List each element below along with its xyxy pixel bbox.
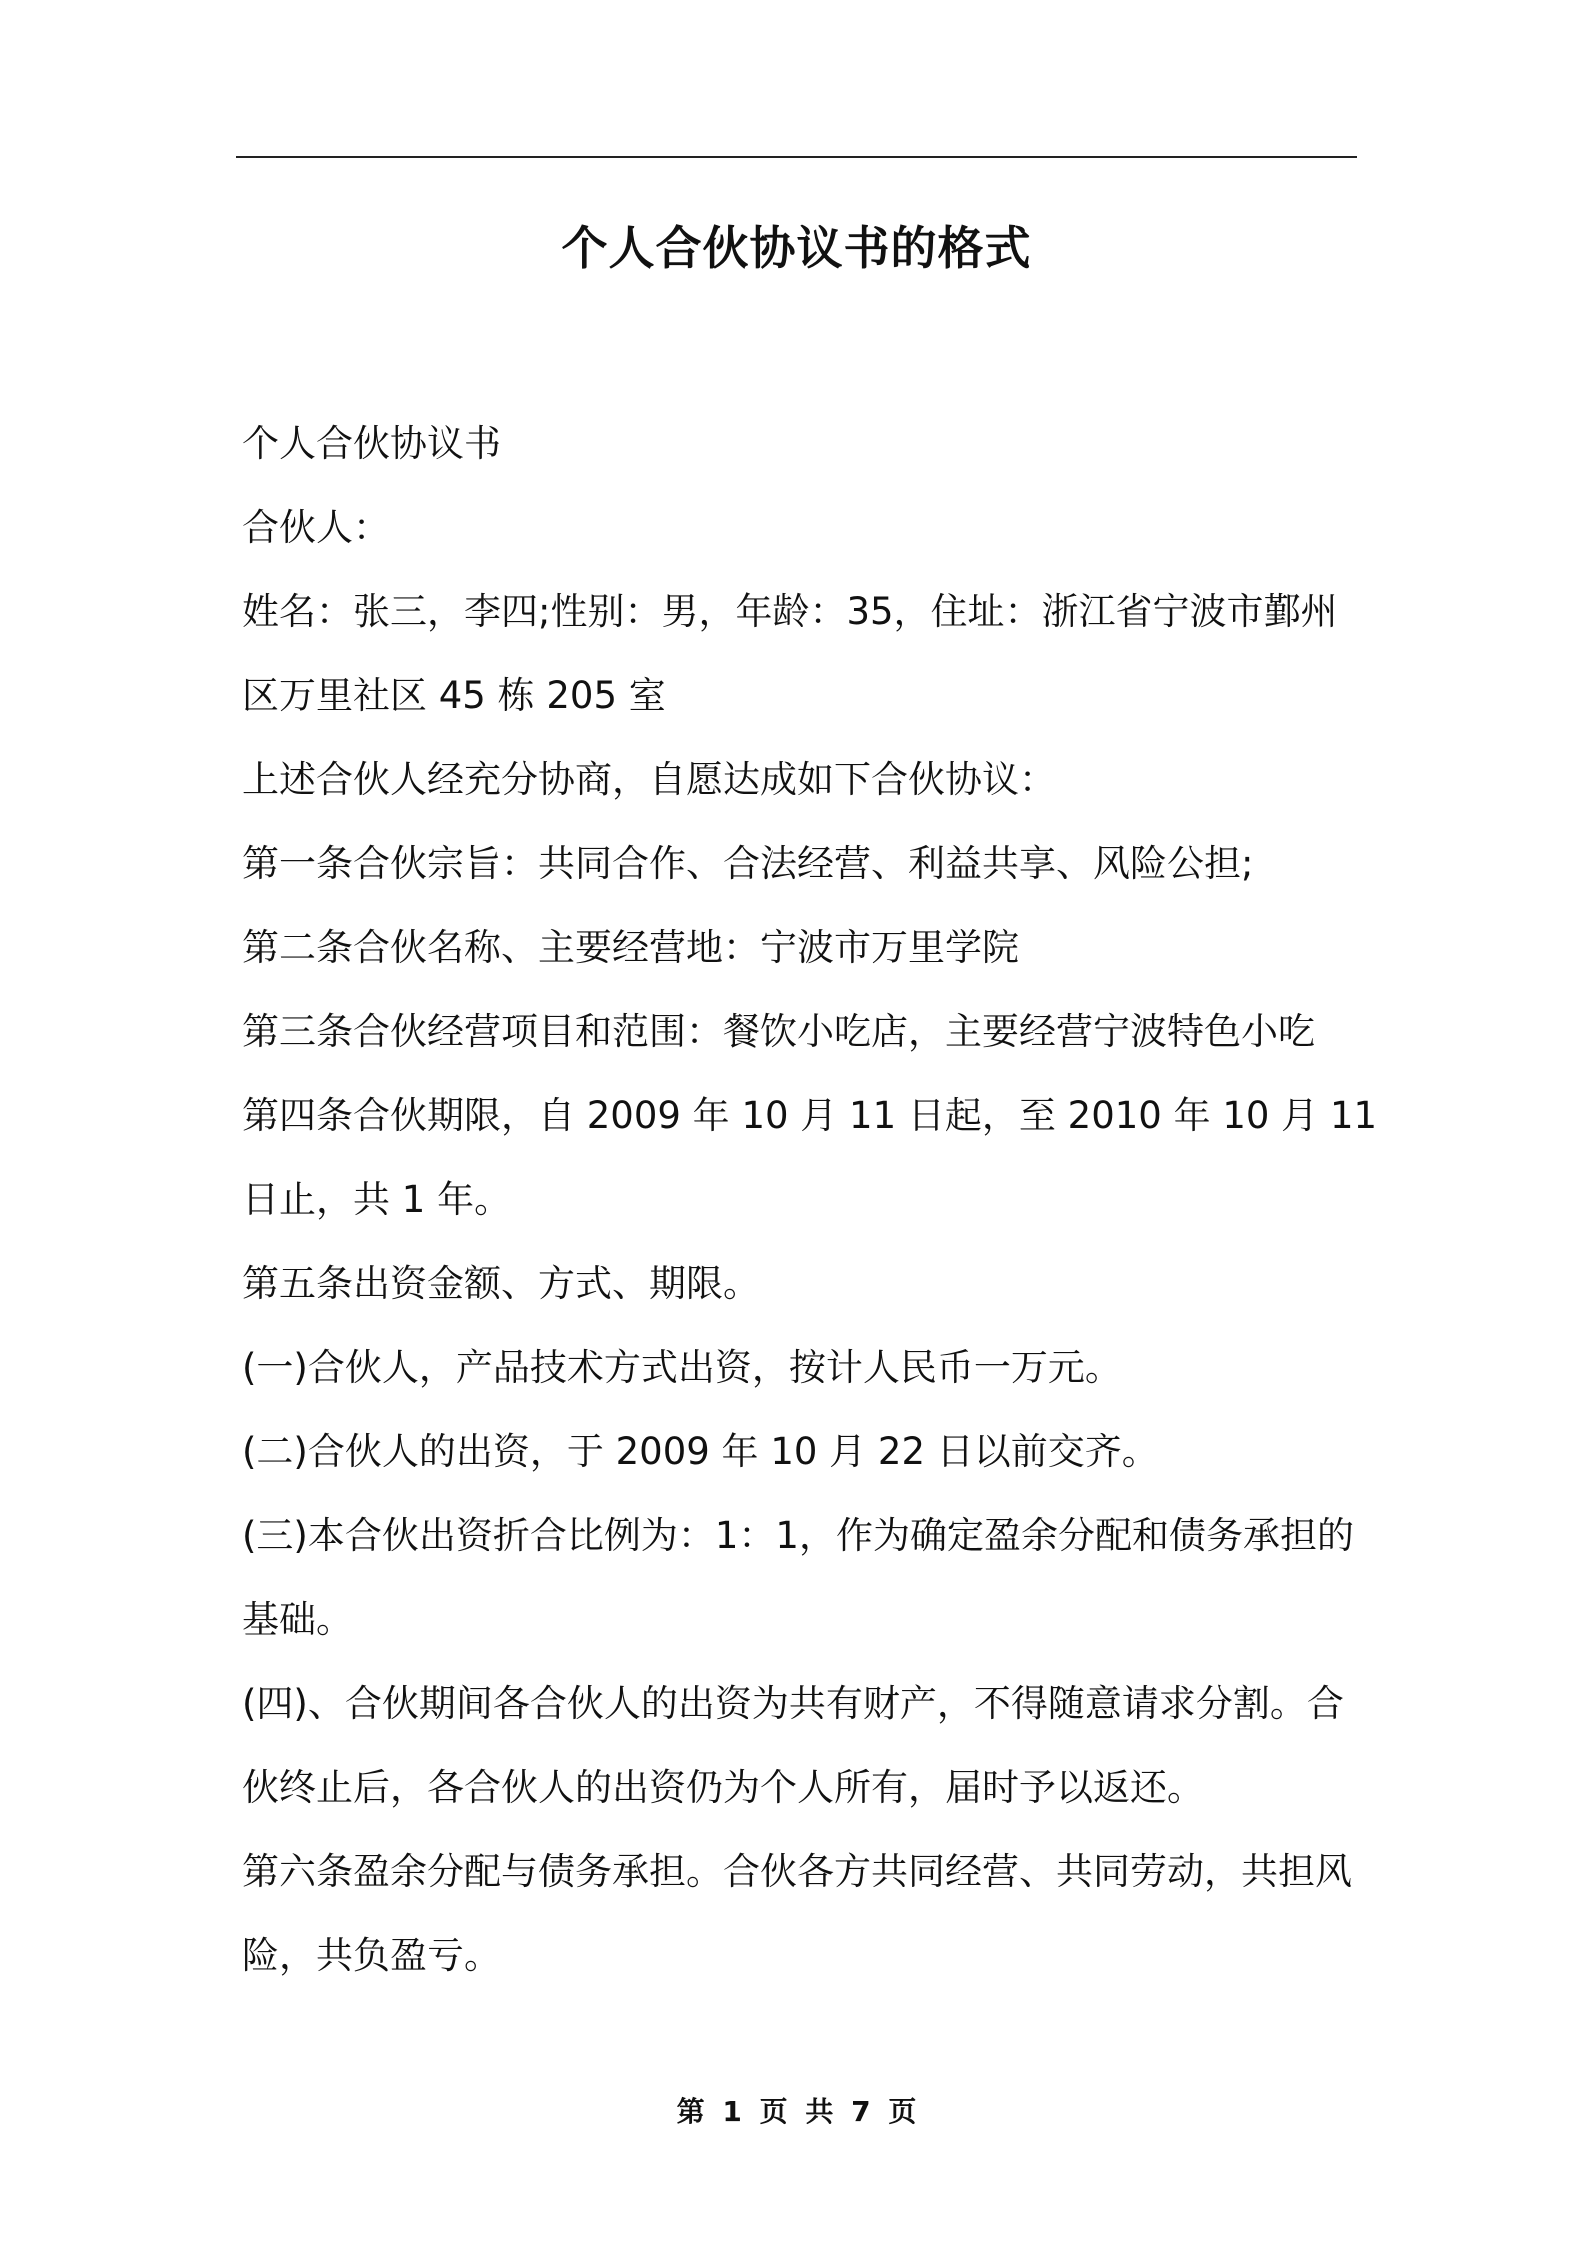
text-line: 第六条盈余分配与债务承担。合伙各方共同经营、共同劳动，共担风: [242, 1850, 1352, 1893]
page-number: 第 1 页 共 7 页: [676, 2095, 917, 2128]
text-line: (四)、合伙期间各合伙人的出资为共有财产，不得随意请求分割。合: [242, 1682, 1344, 1725]
text-line: 第五条出资金额、方式、期限。: [242, 1262, 760, 1305]
text-line: 个人合伙协议书: [242, 422, 501, 465]
text-line: 姓名：张三，李四;性别：男，年龄：35，住址：浙江省宁波市鄞州: [242, 590, 1338, 633]
text-line: 伙终止后，各合伙人的出资仍为个人所有，届时予以返还。: [242, 1766, 1204, 1809]
text-line: 日止，共 1 年。: [242, 1178, 512, 1221]
text-line: (三)本合伙出资折合比例为：1：1，作为确定盈余分配和债务承担的: [242, 1514, 1354, 1557]
text-line: 第四条合伙期限，自 2009 年 10 月 11 日起，至 2010 年 10 月 11: [242, 1094, 1378, 1137]
document-body: [242, 402, 1378, 1998]
text-line: 基础。: [242, 1598, 353, 1641]
text-line: (二)合伙人的出资，于 2009 年 10 月 22 日以前交齐。: [242, 1430, 1159, 1473]
text-line: 第二条合伙名称、主要经营地：宁波市万里学院: [242, 926, 1019, 969]
text-line: 区万里社区 45 栋 205 室: [242, 674, 666, 717]
text-line: 第一条合伙宗旨：共同合作、合法经营、利益共享、风险公担;: [242, 842, 1254, 885]
text-line: (一)合伙人，产品技术方式出资，按计人民币一万元。: [242, 1346, 1122, 1389]
text-line: 第三条合伙经营项目和范围：餐饮小吃店，主要经营宁波特色小吃: [242, 1010, 1315, 1053]
text-line: 险，共负盈亏。: [242, 1934, 501, 1977]
header-rule: [236, 156, 1357, 158]
text-line: 上述合伙人经充分协商，自愿达成如下合伙协议：: [242, 758, 1056, 801]
text-line: 合伙人：: [242, 506, 390, 549]
document-title: 个人合伙协议书的格式: [561, 221, 1032, 275]
